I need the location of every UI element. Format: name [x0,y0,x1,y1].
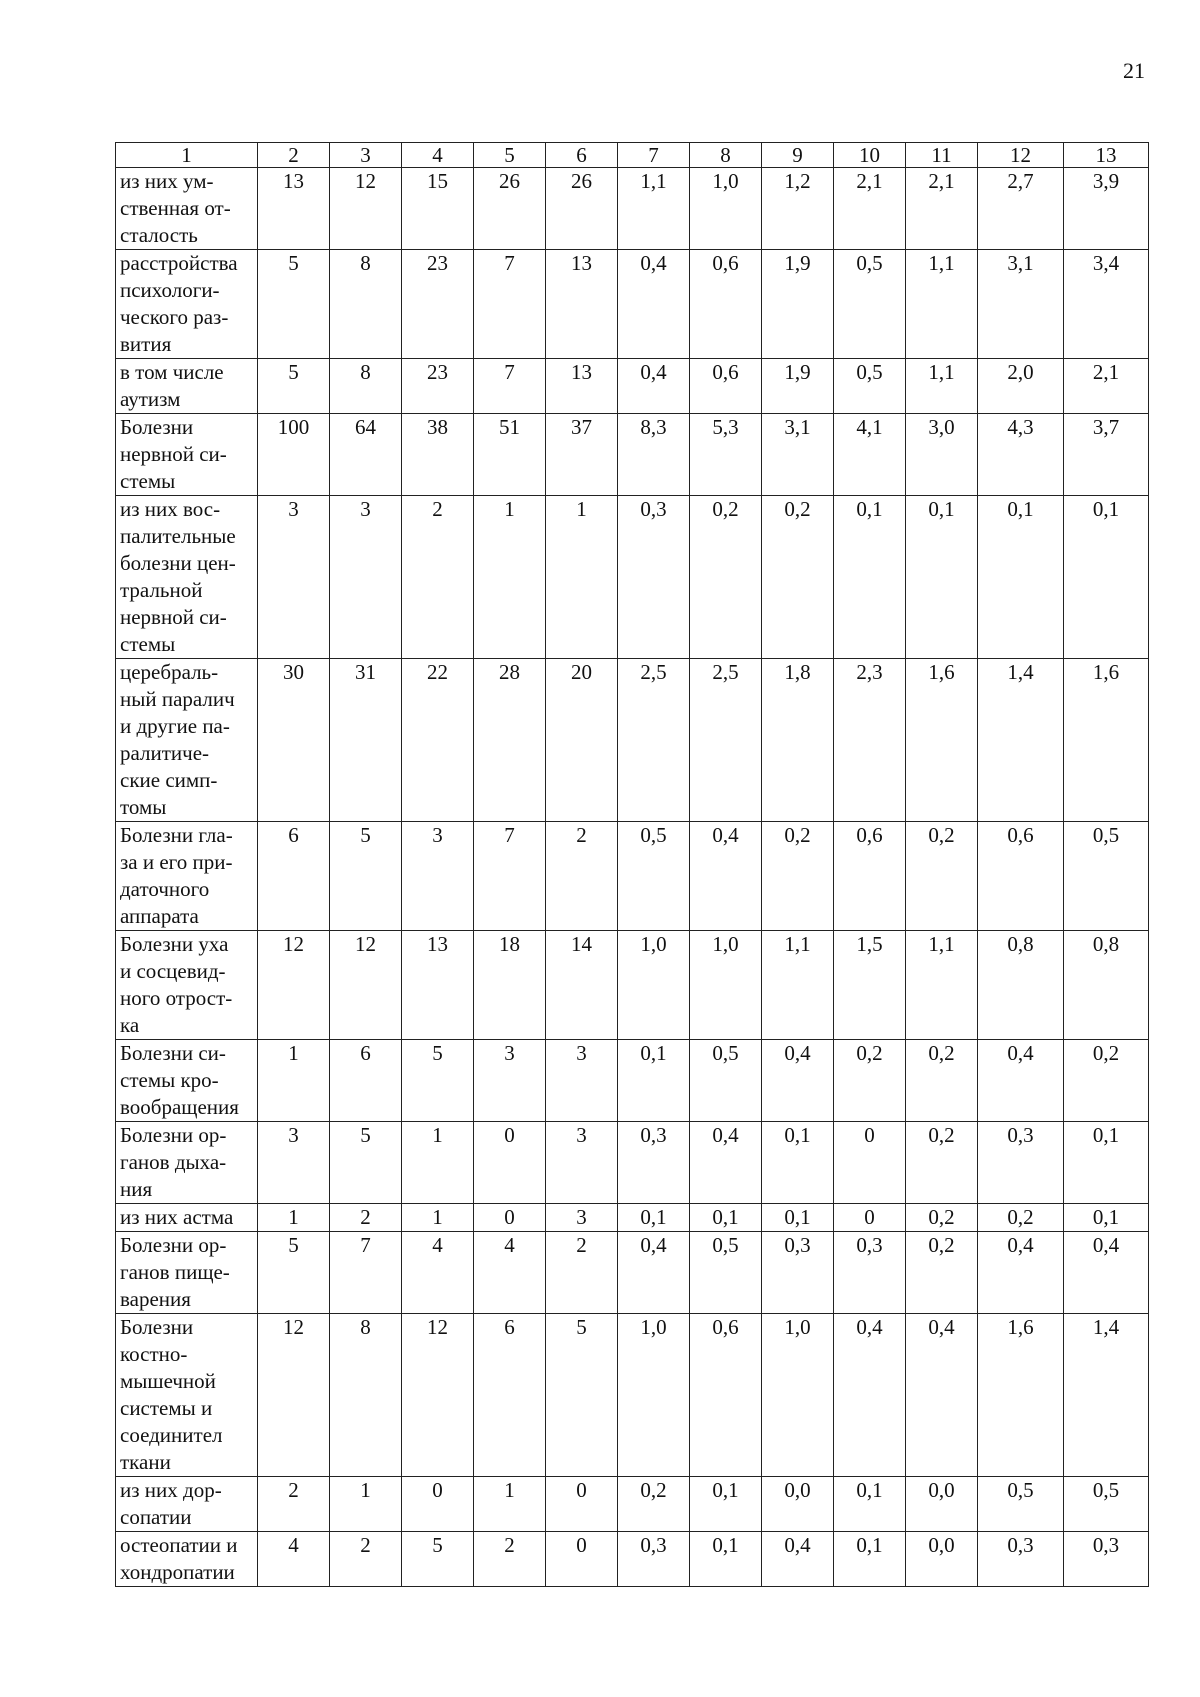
row-label: Болезни си- стемы кро- вообращения [116,1040,258,1122]
table-cell: 3,4 [1064,250,1149,359]
column-header-8: 8 [690,143,762,168]
column-header-4: 4 [402,143,474,168]
table-cell: 0,2 [906,822,978,931]
table-cell: 0,4 [762,1532,834,1587]
column-header-12: 12 [978,143,1064,168]
table-cell: 4,1 [834,414,906,496]
table-cell: 0,5 [618,822,690,931]
table-cell: 1 [258,1204,330,1232]
row-label: остеопатии и хондропатии [116,1532,258,1587]
table-cell: 0,8 [978,931,1064,1040]
row-label: Болезни гла- за и его при- даточного аппарата [116,822,258,931]
table-cell: 1 [474,1477,546,1532]
table-cell: 2,1 [1064,359,1149,414]
table-cell: 28 [474,659,546,822]
table-cell: 1,0 [690,168,762,250]
table-cell: 1 [474,496,546,659]
table-cell: 13 [546,250,618,359]
table-cell: 0 [402,1477,474,1532]
table-cell: 51 [474,414,546,496]
table-cell: 0,3 [618,1122,690,1204]
table-cell: 0,2 [906,1122,978,1204]
table-cell: 0,5 [1064,822,1149,931]
table-row [116,1477,1149,1532]
table-cell: 0,3 [978,1122,1064,1204]
row-label: из них ум- ственная от- сталость [116,168,258,250]
table-cell: 1,4 [978,659,1064,822]
table-cell: 0 [546,1477,618,1532]
table-cell: 3,1 [762,414,834,496]
table-row [116,1040,1149,1122]
row-label: из них астма [116,1204,258,1232]
row-label: в том числе аутизм [116,359,258,414]
table-cell: 5 [330,1122,402,1204]
table-cell: 6 [258,822,330,931]
table-cell: 1,2 [762,168,834,250]
table-row [116,250,1149,359]
table-cell: 18 [474,931,546,1040]
table-cell: 0,5 [978,1477,1064,1532]
table-cell: 0,1 [690,1477,762,1532]
table-cell: 2,5 [618,659,690,822]
table-cell: 5 [402,1532,474,1587]
table-cell: 26 [546,168,618,250]
table-cell: 0,2 [762,822,834,931]
table-cell: 0,6 [690,250,762,359]
table-cell: 0,1 [906,496,978,659]
table-row [116,1204,1149,1232]
table-cell: 0,2 [690,496,762,659]
table-cell: 3 [546,1040,618,1122]
table-cell: 5 [258,1232,330,1314]
table-cell: 8 [330,359,402,414]
table-cell: 1,1 [906,359,978,414]
table-cell: 1,8 [762,659,834,822]
table-cell: 1,4 [1064,1314,1149,1477]
table-cell: 0 [546,1532,618,1587]
table-cell: 6 [474,1314,546,1477]
table-header-row [116,143,1149,168]
table-cell: 30 [258,659,330,822]
table-cell: 0,4 [762,1040,834,1122]
column-header-2: 2 [258,143,330,168]
table-cell: 1 [546,496,618,659]
table-cell: 6 [330,1040,402,1122]
table-cell: 2 [330,1204,402,1232]
table-cell: 0,1 [834,1477,906,1532]
table-cell: 4 [258,1532,330,1587]
page-number: 21 [1123,58,1145,83]
table-cell: 1,6 [1064,659,1149,822]
table-cell: 2,3 [834,659,906,822]
table-cell: 8 [330,250,402,359]
table-cell: 0,3 [618,496,690,659]
table-cell: 0,1 [1064,1204,1149,1232]
table-cell: 0,1 [978,496,1064,659]
table-cell: 2 [402,496,474,659]
table-cell: 7 [330,1232,402,1314]
table-cell: 0,1 [690,1532,762,1587]
table-cell: 1,1 [762,931,834,1040]
table-cell: 0,1 [834,1532,906,1587]
table-cell: 3 [330,496,402,659]
table-cell: 0,2 [618,1477,690,1532]
table-cell: 2,0 [978,359,1064,414]
table-cell: 3 [258,496,330,659]
table-cell: 0,4 [690,822,762,931]
table-cell: 0,2 [1064,1040,1149,1122]
column-header-7: 7 [618,143,690,168]
table-cell: 1 [402,1122,474,1204]
table-cell: 13 [258,168,330,250]
table-cell: 0,1 [618,1040,690,1122]
table-cell: 4 [402,1232,474,1314]
column-header-1: 1 [116,143,258,168]
table-cell: 3 [474,1040,546,1122]
table-cell: 12 [330,931,402,1040]
table-cell: 0,0 [906,1532,978,1587]
table-cell: 1 [330,1477,402,1532]
table-cell: 1,9 [762,359,834,414]
table-cell: 1,6 [906,659,978,822]
table-cell: 3,0 [906,414,978,496]
table-cell: 31 [330,659,402,822]
column-header-3: 3 [330,143,402,168]
table-cell: 2 [474,1532,546,1587]
table-cell: 0,2 [906,1040,978,1122]
table-cell: 13 [546,359,618,414]
table-cell: 1,0 [618,931,690,1040]
table-cell: 0,2 [906,1232,978,1314]
table-cell: 2,1 [906,168,978,250]
table-cell: 0,1 [762,1122,834,1204]
table-cell: 64 [330,414,402,496]
table-cell: 0,6 [834,822,906,931]
table-cell: 5 [402,1040,474,1122]
table-row [116,1122,1149,1204]
table-cell: 3,7 [1064,414,1149,496]
table-cell: 0,1 [1064,496,1149,659]
table-cell: 2 [546,822,618,931]
row-label: Болезни ор- ганов пище- варения [116,1232,258,1314]
table-body [116,143,1149,1587]
table-cell: 1,0 [762,1314,834,1477]
table-cell: 0,6 [690,359,762,414]
table-cell: 0,5 [1064,1477,1149,1532]
table-cell: 0,4 [978,1040,1064,1122]
table-row [116,822,1149,931]
table-cell: 8,3 [618,414,690,496]
row-label: церебраль- ный паралич и другие па- ралитиче- ские симп- томы [116,659,258,822]
table-cell: 20 [546,659,618,822]
table-cell: 0,3 [762,1232,834,1314]
table-cell: 3,9 [1064,168,1149,250]
table-cell: 7 [474,822,546,931]
table-cell: 2,7 [978,168,1064,250]
table-row [116,496,1149,659]
table-cell: 0,5 [834,250,906,359]
table-cell: 8 [330,1314,402,1477]
table-cell: 5 [546,1314,618,1477]
table-row [116,1314,1149,1477]
column-header-9: 9 [762,143,834,168]
table-cell: 0,2 [834,1040,906,1122]
table-cell: 0,1 [618,1204,690,1232]
table-cell: 0,4 [978,1232,1064,1314]
table-cell: 22 [402,659,474,822]
row-label: из них дор- сопатии [116,1477,258,1532]
table-cell: 23 [402,250,474,359]
table-cell: 3 [258,1122,330,1204]
table-cell: 2 [330,1532,402,1587]
table-cell: 0,1 [834,496,906,659]
table-cell: 0,5 [834,359,906,414]
table-cell: 1,5 [834,931,906,1040]
column-header-6: 6 [546,143,618,168]
table-cell: 3 [546,1122,618,1204]
table-cell: 12 [258,1314,330,1477]
column-header-5: 5 [474,143,546,168]
table-cell: 2 [258,1477,330,1532]
table-row [116,414,1149,496]
table-cell: 26 [474,168,546,250]
row-label: Болезни нервной си- стемы [116,414,258,496]
table-cell: 0,3 [834,1232,906,1314]
table-row [116,1532,1149,1587]
table-cell: 0,4 [690,1122,762,1204]
table-cell: 12 [402,1314,474,1477]
row-label: Болезни уха и сосцевид- ного отрост- ка [116,931,258,1040]
table-cell: 5 [330,822,402,931]
table-cell: 0,4 [834,1314,906,1477]
table-cell: 1,9 [762,250,834,359]
table-cell: 5 [258,359,330,414]
table-cell: 0,1 [1064,1122,1149,1204]
table-cell: 100 [258,414,330,496]
table-cell: 1 [402,1204,474,1232]
table-cell: 1,1 [906,931,978,1040]
table-cell: 1 [258,1040,330,1122]
table-cell: 12 [258,931,330,1040]
column-header-13: 13 [1064,143,1149,168]
table-cell: 0,2 [906,1204,978,1232]
table-row [116,1232,1149,1314]
table-cell: 0,5 [690,1232,762,1314]
table-cell: 0,4 [618,1232,690,1314]
table-cell: 38 [402,414,474,496]
table-cell: 0,2 [978,1204,1064,1232]
table-row [116,168,1149,250]
table-cell: 4,3 [978,414,1064,496]
table-cell: 12 [330,168,402,250]
table-cell: 7 [474,359,546,414]
table-cell: 0,1 [690,1204,762,1232]
table-cell: 2,5 [690,659,762,822]
table-cell: 0,4 [618,359,690,414]
column-header-11: 11 [906,143,978,168]
table-cell: 0,4 [618,250,690,359]
table-cell: 37 [546,414,618,496]
table-cell: 0 [474,1204,546,1232]
table-cell: 3 [546,1204,618,1232]
table-cell: 0,1 [762,1204,834,1232]
table-row [116,359,1149,414]
table-cell: 5 [258,250,330,359]
table-row [116,659,1149,822]
table-cell: 1,1 [618,168,690,250]
table-cell: 3 [402,822,474,931]
table-cell: 0,3 [978,1532,1064,1587]
table-cell: 1,0 [618,1314,690,1477]
table-row [116,931,1149,1040]
table-cell: 23 [402,359,474,414]
table-cell: 5,3 [690,414,762,496]
table-cell: 2 [546,1232,618,1314]
table-cell: 0,3 [1064,1532,1149,1587]
table-cell: 0,2 [762,496,834,659]
table-cell: 0 [834,1122,906,1204]
row-label: из них вос- палительные болезни цен- тральной нервной си- стемы [116,496,258,659]
column-header-10: 10 [834,143,906,168]
table-cell: 2,1 [834,168,906,250]
table-cell: 0 [474,1122,546,1204]
table-cell: 0,3 [618,1532,690,1587]
table-cell: 1,6 [978,1314,1064,1477]
table-cell: 0,6 [978,822,1064,931]
row-label: Болезни костно- мышечной системы и соединител ткани [116,1314,258,1477]
table-cell: 0,4 [1064,1232,1149,1314]
table-cell: 15 [402,168,474,250]
table-cell: 0 [834,1204,906,1232]
table-cell: 0,0 [906,1477,978,1532]
table-cell: 3,1 [978,250,1064,359]
table-cell: 14 [546,931,618,1040]
table-cell: 1,0 [690,931,762,1040]
table-cell: 0,6 [690,1314,762,1477]
table-cell: 0,8 [1064,931,1149,1040]
table-cell: 1,1 [906,250,978,359]
row-label: Болезни ор- ганов дыха- ния [116,1122,258,1204]
table-cell: 4 [474,1232,546,1314]
table-cell: 0,5 [690,1040,762,1122]
table-cell: 0,4 [906,1314,978,1477]
table-cell: 0,0 [762,1477,834,1532]
table-cell: 13 [402,931,474,1040]
row-label: расстройства психологи- ческого раз- вития [116,250,258,359]
statistics-table [115,142,1149,1587]
table-cell: 7 [474,250,546,359]
